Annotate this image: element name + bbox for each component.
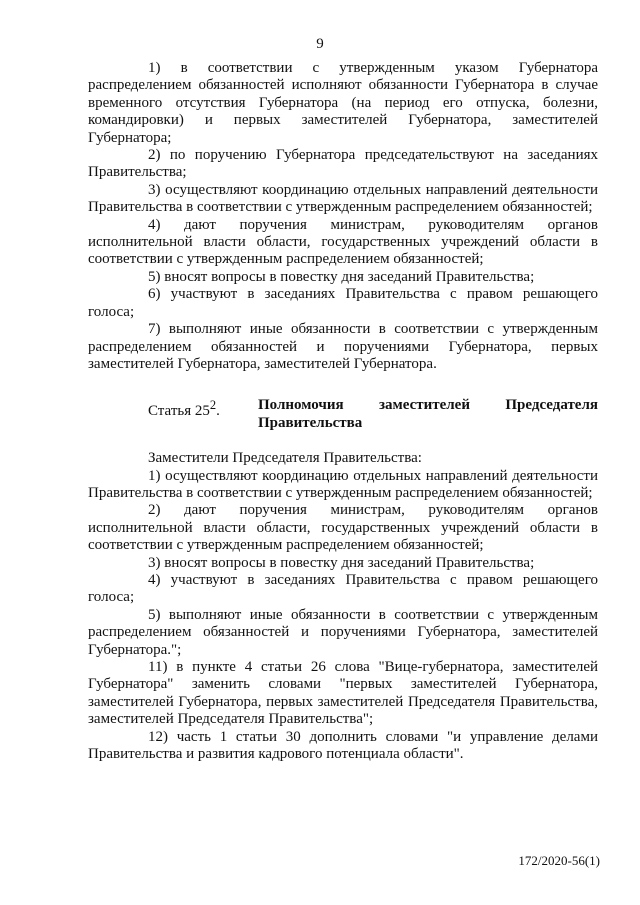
paragraph-top-1: 1) в соответствии с утвержденным указом Губернатора распределением обязанностей исполняют обязанности Губернатора в случае временного отсутствия Губернатора (на период его отпуска, болезни, командировки) и первых заместителей Губернатора, заместителей Губернатора; xyxy=(88,60,598,146)
paragraph-top-4: 4) дают поручения министрам, руководителям органов исполнительной власти области, государственных учреждений области в соответствии с утвержденным распределением обязанностей; xyxy=(88,216,598,268)
paragraph-top-3: 3) осуществляют координацию отдельных направлений деятельности Правительства в соответствии с утвержденным распределением обязанностей; xyxy=(88,181,598,216)
paragraph-top-6: 6) участвуют в заседаниях Правительства с правом решающего голоса; xyxy=(88,286,598,320)
paragraph-bottom-3: 3) вносят вопросы в повестку дня заседаний Правительства; xyxy=(148,554,535,571)
paragraph-bottom-2: 2) дают поручения министрам, руководителям органов исполнительной власти области, государственных учреждений области в соответствии с утвержденным распределением обязанностей; xyxy=(88,502,598,554)
paragraph-top-5: 5) вносят вопросы в повестку дня заседаний Правительства; xyxy=(148,268,535,285)
document-body xyxy=(88,60,598,763)
article-number: Статья 25 xyxy=(148,403,210,420)
paragraph-bottom-intro: Заместители Председателя Правительства: xyxy=(148,450,422,467)
paragraph-top-7: 7) выполняют иные обязанности в соответствии с утвержденным распределением обязанностей и поручениями Губернатора, первых заместителей Губернатора, заместителей Губернатора. xyxy=(88,321,598,372)
document-code: 172/2020-56(1) xyxy=(518,853,600,868)
paragraph-bottom-5: 5) выполняют иные обязанности в соответствии с утвержденным распределением обязанностей и поручениями Губернатора, заместителей Губернатора."; xyxy=(88,606,598,658)
article-heading xyxy=(88,397,598,432)
page-number: 9 xyxy=(316,36,324,52)
paragraph-item-11: 11) в пункте 4 статьи 26 слова "Вице-губернатора, заместителей Губернатора" заменить словами "первых заместителей Губернатора, заместителей Губернатора, первых заместителей Председателя Правительства, заместителей Председателя Правительства"; xyxy=(88,659,598,728)
article-dot: . xyxy=(216,403,220,420)
article-label xyxy=(148,397,220,420)
paragraph-bottom-4: 4) участвуют в заседаниях Правительства с правом решающего голоса; xyxy=(88,571,598,606)
paragraph-bottom-1: 1) осуществляют координацию отдельных направлений деятельности Правительства в соответствии с утвержденным распределением обязанностей; xyxy=(88,467,598,501)
paragraph-top-2: 2) по поручению Губернатора председательствуют на заседаниях Правительства; xyxy=(88,147,598,181)
article-superscript: 2 xyxy=(209,398,217,413)
article-title: Полномочия заместителей Председателя Правительства xyxy=(258,397,598,431)
paragraph-item-12: 12) часть 1 статьи 30 дополнить словами "и управление делами Правительства и развития кадрового потенциала области". xyxy=(88,728,598,763)
